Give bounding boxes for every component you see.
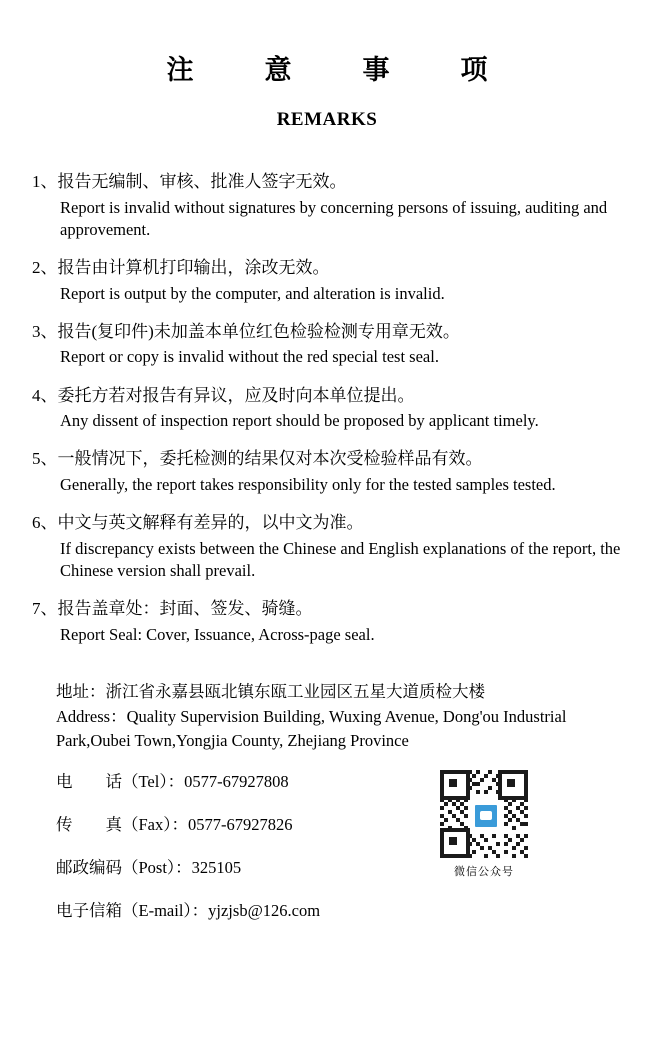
email-row: 电子信箱（E-mail）：yjzjsb@126.com [56, 900, 321, 920]
list-item [32, 383, 626, 433]
list-item [32, 319, 626, 369]
list-item [32, 255, 626, 305]
remark-text-en: Report or copy is invalid without the red special test seal. [60, 347, 439, 367]
list-item [32, 169, 626, 241]
remark-text-en: Report Seal: Cover, Issuance, Across-page seal. [60, 624, 375, 644]
qr-code-icon [440, 770, 528, 858]
address-en: Address：Quality Supervision Building, Wuxing Avenue, Dong'ou Industrial Park,Oubei Town,Yongjia County, Zhejiang Province [56, 706, 567, 750]
remark-text-en: Report is output by the computer, and alteration is invalid. [60, 283, 445, 303]
address-cn: 地址：浙江省永嘉县瓯北镇东瓯工业园区五星大道质检大楼 [56, 681, 485, 701]
remark-text-cn: 5、一般情况下，委托检测的结果仅对本次受检验样品有效。 [32, 449, 483, 469]
qr-caption: 微信公众号 [454, 865, 514, 878]
remark-text-en: If discrepancy exists between the Chinese and English explanations of the report, the Chinese version shall prevail. [60, 538, 621, 580]
telephone-row: 电 话（Tel）：0577-67927808 [56, 772, 289, 792]
remark-text-en: Report is invalid without signatures by concerning persons of issuing, auditing and approvement. [60, 197, 608, 239]
fax-row: 传 真（Fax）：0577-67927826 [56, 815, 293, 835]
wechat-logo-icon [473, 803, 499, 829]
wechat-qr-block [438, 770, 530, 879]
remarks-list [28, 169, 626, 646]
remark-text-en: Generally, the report takes responsibility only for the tested samples tested. [60, 474, 556, 494]
remark-text-cn: 7、报告盖章处：封面、签发、骑缝。 [32, 599, 313, 619]
remark-text-cn: 1、报告无编制、审核、批准人签字无效。 [32, 172, 347, 191]
remark-text-cn: 4、委托方若对报告有异议，应及时向本单位提出。 [32, 385, 415, 405]
page-title-en: REMARKS [276, 109, 378, 130]
remark-text-cn: 2、报告由计算机打印输出，涂改无效。 [32, 258, 330, 278]
remark-text-cn: 3、报告(复印件)未加盖本单位红色检验检测专用章无效。 [32, 321, 460, 341]
remark-text-cn: 6、中文与英文解释有差异的，以中文为准。 [32, 513, 364, 533]
list-item [32, 596, 626, 646]
page-title-cn: 注 意 事 项 [166, 55, 510, 85]
contact-block [28, 680, 626, 924]
list-item [32, 510, 626, 582]
postcode-row: 邮政编码（Post）：325105 [56, 857, 242, 877]
remarks-page [0, 48, 654, 1048]
remark-text-en: Any dissent of inspection report should be proposed by applicant timely. [60, 411, 539, 431]
list-item [32, 446, 626, 496]
